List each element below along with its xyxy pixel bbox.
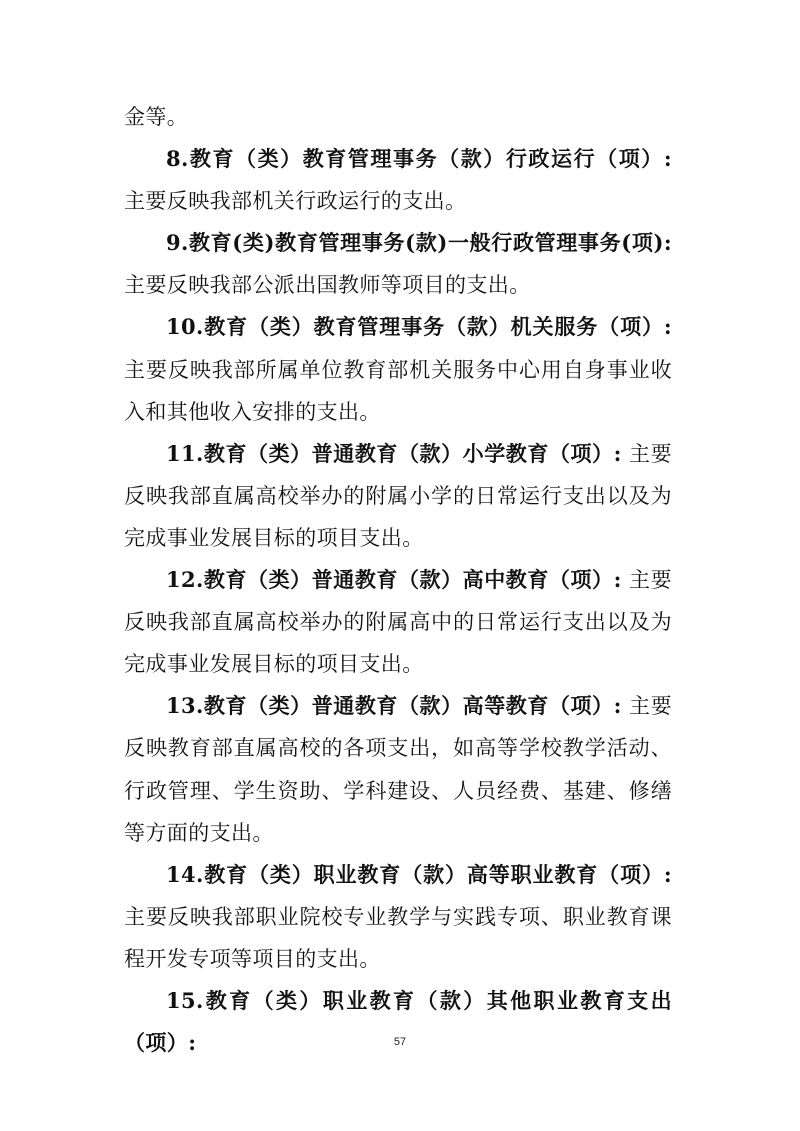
item-10-paragraph [124, 306, 672, 432]
item-14-heading: 14.教育（类）职业教育（款）高等职业教育（项）: [166, 861, 672, 887]
item-15-heading: 15.教育（类）职业教育（款）其他职业教育支出（项）: [124, 987, 672, 1056]
item-8-paragraph [124, 138, 672, 222]
item-8-body: 主要反映我部机关行政运行的支出。 [124, 189, 467, 214]
item-11-heading: 11.教育（类）普通教育（款）小学教育（项）: [166, 440, 622, 466]
item-8-heading: 8.教育（类）教育管理事务（款）行政运行（项）: [166, 146, 672, 172]
item-12-body: 主要反映我部直属高校举办的附属高中的日常运行支出以及为完成事业发展目标的项目支出。 [124, 568, 672, 677]
item-9-paragraph [124, 222, 672, 306]
item-14-body: 主要反映我部职业院校专业教学与实践专项、职业教育课程开发专项等项目的支出。 [124, 904, 672, 971]
body-text [124, 96, 672, 1064]
item-13-body: 主要反映教育部直属高校的各项支出，如高等学校教学活动、行政管理、学生资助、学科建设、人员经费、基建、修缮等方面的支出。 [124, 694, 672, 845]
item-9-body: 主要反映我部公派出国教师等项目的支出。 [124, 273, 531, 298]
item-10-heading: 10.教育（类）教育管理事务（款）机关服务（项）: [166, 314, 672, 340]
item-11-paragraph [124, 433, 672, 559]
item-12-heading: 12.教育（类）普通教育（款）高中教育（项）: [166, 567, 622, 593]
intro-paragraph: 金等。 [124, 105, 189, 129]
item-12-paragraph [124, 559, 672, 685]
item-9-heading: 9.教育(类)教育管理事务(款)一般行政管理事务(项): [166, 230, 672, 256]
page-number: 57 [393, 1036, 407, 1048]
item-13-heading: 13.教育（类）普通教育（款）高等教育（项）: [166, 693, 622, 719]
item-14-paragraph [124, 854, 672, 980]
item-15-paragraph [124, 980, 672, 1064]
item-10-body: 主要反映我部所属单位教育部机关服务中心用自身事业收入和其他收入安排的支出。 [124, 357, 672, 424]
item-11-body: 主要反映我部直属高校举办的附属小学的日常运行支出以及为完成事业发展目标的项目支出。 [124, 441, 672, 550]
item-13-paragraph [124, 685, 672, 853]
